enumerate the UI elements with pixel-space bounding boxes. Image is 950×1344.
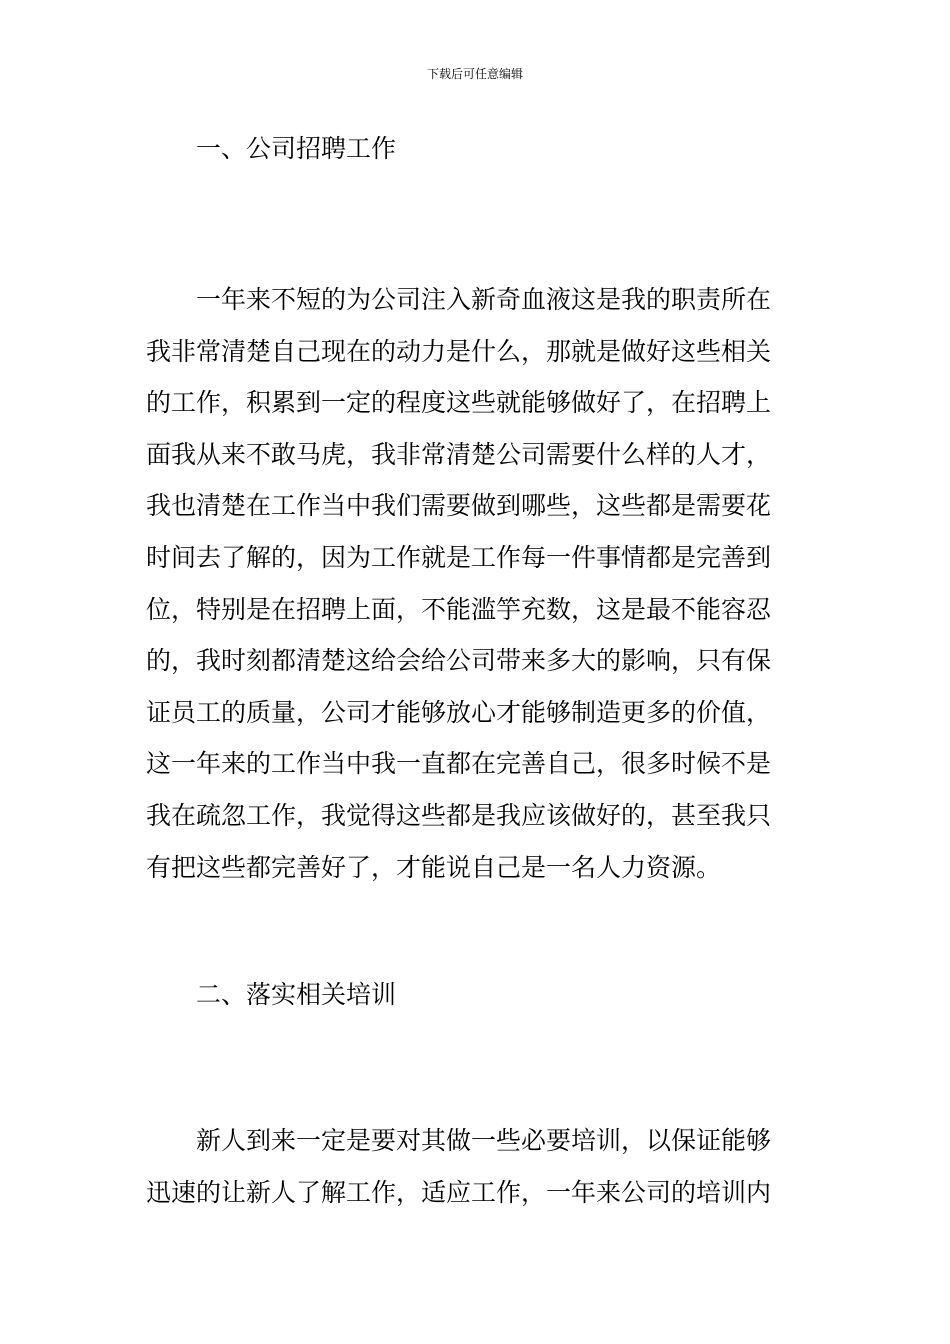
paragraph-line: 一年来不短的为公司注入新奇血液这是我的职责所在 <box>196 285 772 314</box>
paragraph-line: 时间去了解的，因为工作就是工作每一件事情都是完善到 <box>146 542 772 572</box>
paragraph-line: 位，特别是在招聘上面，不能滥竽充数，这是最不能容忍 <box>146 594 772 624</box>
section-heading-training: 二、落实相关培训 <box>196 980 397 1009</box>
paragraph-line: 迅速的让新人了解工作，适应工作，一年来公司的培训内 <box>146 1177 772 1207</box>
paragraph-training <box>146 1126 806 1229</box>
paragraph-line: 我非常清楚自己现在的动力是什么，那就是做好这些相关 <box>146 336 772 366</box>
paragraph-line: 证员工的质量，公司才能够放心才能够制造更多的价值， <box>146 697 772 727</box>
page-header: 下载后可任意编辑 <box>426 67 523 81</box>
paragraph-line: 的，我时刻都清楚这给会给公司带来多大的影响，只有保 <box>146 646 772 676</box>
paragraph-line: 这一年来的工作当中我一直都在完善自己，很多时候不是 <box>146 749 772 779</box>
paragraph-line: 有把这些都完善好了，才能说自己是一名人力资源。 <box>146 852 722 882</box>
paragraph-line: 我在疏忽工作，我觉得这些都是我应该做好的，甚至我只 <box>146 800 772 830</box>
paragraph-line: 面我从来不敢马虎，我非常清楚公司需要什么样的人才， <box>146 439 772 469</box>
paragraph-line: 我也清楚在工作当中我们需要做到哪些，这些都是需要花 <box>146 491 772 521</box>
section-heading-recruitment: 一、公司招聘工作 <box>196 134 397 163</box>
paragraph-line: 的工作，积累到一定的程度这些就能够做好了，在招聘上 <box>146 388 772 418</box>
paragraph-line: 新人到来一定是要对其做一些必要培训，以保证能够 <box>196 1126 772 1155</box>
paragraph-recruitment <box>146 285 806 904</box>
